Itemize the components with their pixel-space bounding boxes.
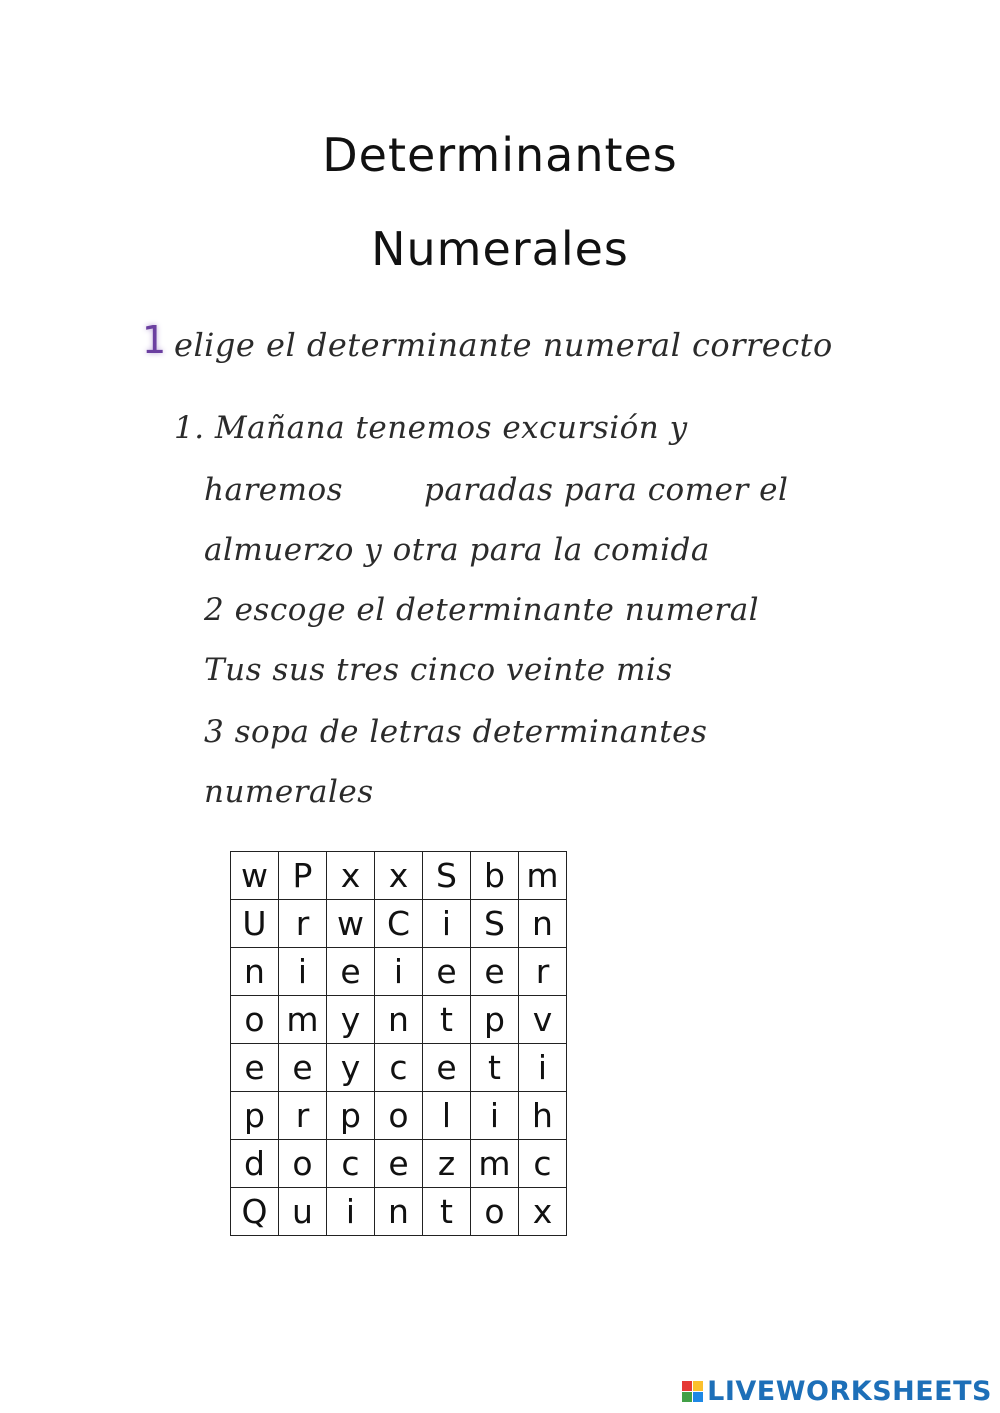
grid-cell[interactable]: p (231, 1092, 279, 1140)
grid-cell[interactable]: h (519, 1092, 567, 1140)
page-title: Determinantes (322, 128, 678, 182)
grid-cell[interactable]: e (231, 1044, 279, 1092)
grid-row (231, 1092, 567, 1140)
grid-cell[interactable]: n (375, 1188, 423, 1236)
sentence-line: almuerzo y otra para la comida (204, 532, 710, 568)
word-search-grid (230, 851, 567, 1236)
page-subtitle: Numerales (371, 222, 629, 276)
sentence-line: haremos (204, 472, 344, 508)
grid-cell[interactable]: p (471, 996, 519, 1044)
grid-cell[interactable]: o (375, 1092, 423, 1140)
liveworksheets-brand (682, 1376, 992, 1407)
grid-cell[interactable]: e (423, 1044, 471, 1092)
grid-cell[interactable]: Q (231, 1188, 279, 1236)
grid-cell[interactable]: i (471, 1092, 519, 1140)
grid-cell[interactable]: w (327, 900, 375, 948)
grid-row (231, 948, 567, 996)
grid-cell[interactable]: r (519, 948, 567, 996)
grid-cell[interactable]: r (279, 1092, 327, 1140)
grid-cell[interactable]: i (519, 1044, 567, 1092)
instruction-line: 3 sopa de letras determinantes (204, 714, 708, 750)
grid-cell[interactable]: u (279, 1188, 327, 1236)
grid-cell[interactable]: i (279, 948, 327, 996)
grid-cell[interactable]: S (423, 852, 471, 900)
grid-cell[interactable]: o (471, 1188, 519, 1236)
grid-cell[interactable]: z (423, 1140, 471, 1188)
grid-cell[interactable]: w (231, 852, 279, 900)
grid-cell[interactable]: i (375, 948, 423, 996)
grid-cell[interactable]: U (231, 900, 279, 948)
grid-row (231, 900, 567, 948)
grid-cell[interactable]: e (327, 948, 375, 996)
grid-cell[interactable]: t (423, 1188, 471, 1236)
word-options: Tus sus tres cinco veinte mis (204, 652, 673, 688)
grid-cell[interactable]: P (279, 852, 327, 900)
sentence-line: 1. Mañana tenemos excursión y (174, 410, 688, 446)
grid-cell[interactable]: C (375, 900, 423, 948)
grid-cell[interactable]: y (327, 1044, 375, 1092)
grid-row (231, 852, 567, 900)
grid-cell[interactable]: t (471, 1044, 519, 1092)
grid-row (231, 1044, 567, 1092)
grid-cell[interactable]: x (519, 1188, 567, 1236)
grid-cell[interactable]: n (519, 900, 567, 948)
grid-cell[interactable]: n (375, 996, 423, 1044)
grid-cell[interactable]: i (423, 900, 471, 948)
grid-cell[interactable]: c (327, 1140, 375, 1188)
grid-cell[interactable]: m (471, 1140, 519, 1188)
exercise-instruction: elige el determinante numeral correcto (174, 326, 833, 364)
liveworksheets-logo-icon (682, 1381, 703, 1402)
grid-cell[interactable]: S (471, 900, 519, 948)
grid-row (231, 996, 567, 1044)
grid-cell[interactable]: o (279, 1140, 327, 1188)
grid-cell[interactable]: m (279, 996, 327, 1044)
sentence-line: paradas para comer el (424, 472, 789, 508)
grid-cell[interactable]: n (231, 948, 279, 996)
grid-cell[interactable]: d (231, 1140, 279, 1188)
grid-cell[interactable]: o (231, 996, 279, 1044)
instruction-line: numerales (204, 774, 374, 810)
brand-name: LIVEWORKSHEETS (707, 1376, 992, 1407)
grid-cell[interactable]: x (375, 852, 423, 900)
grid-cell[interactable]: l (423, 1092, 471, 1140)
grid-cell[interactable]: i (327, 1188, 375, 1236)
grid-cell[interactable]: e (279, 1044, 327, 1092)
grid-cell[interactable]: v (519, 996, 567, 1044)
grid-cell[interactable]: m (519, 852, 567, 900)
exercise-number: 1 (142, 318, 167, 362)
grid-cell[interactable]: p (327, 1092, 375, 1140)
grid-cell[interactable]: c (519, 1140, 567, 1188)
grid-cell[interactable]: y (327, 996, 375, 1044)
grid-cell[interactable]: e (375, 1140, 423, 1188)
grid-cell[interactable]: t (423, 996, 471, 1044)
grid-row (231, 1140, 567, 1188)
grid-cell[interactable]: e (423, 948, 471, 996)
grid-cell[interactable]: x (327, 852, 375, 900)
grid-cell[interactable]: b (471, 852, 519, 900)
grid-row (231, 1188, 567, 1236)
grid-cell[interactable]: e (471, 948, 519, 996)
grid-cell[interactable]: c (375, 1044, 423, 1092)
grid-cell[interactable]: r (279, 900, 327, 948)
instruction-line: 2 escoge el determinante numeral (204, 592, 760, 628)
